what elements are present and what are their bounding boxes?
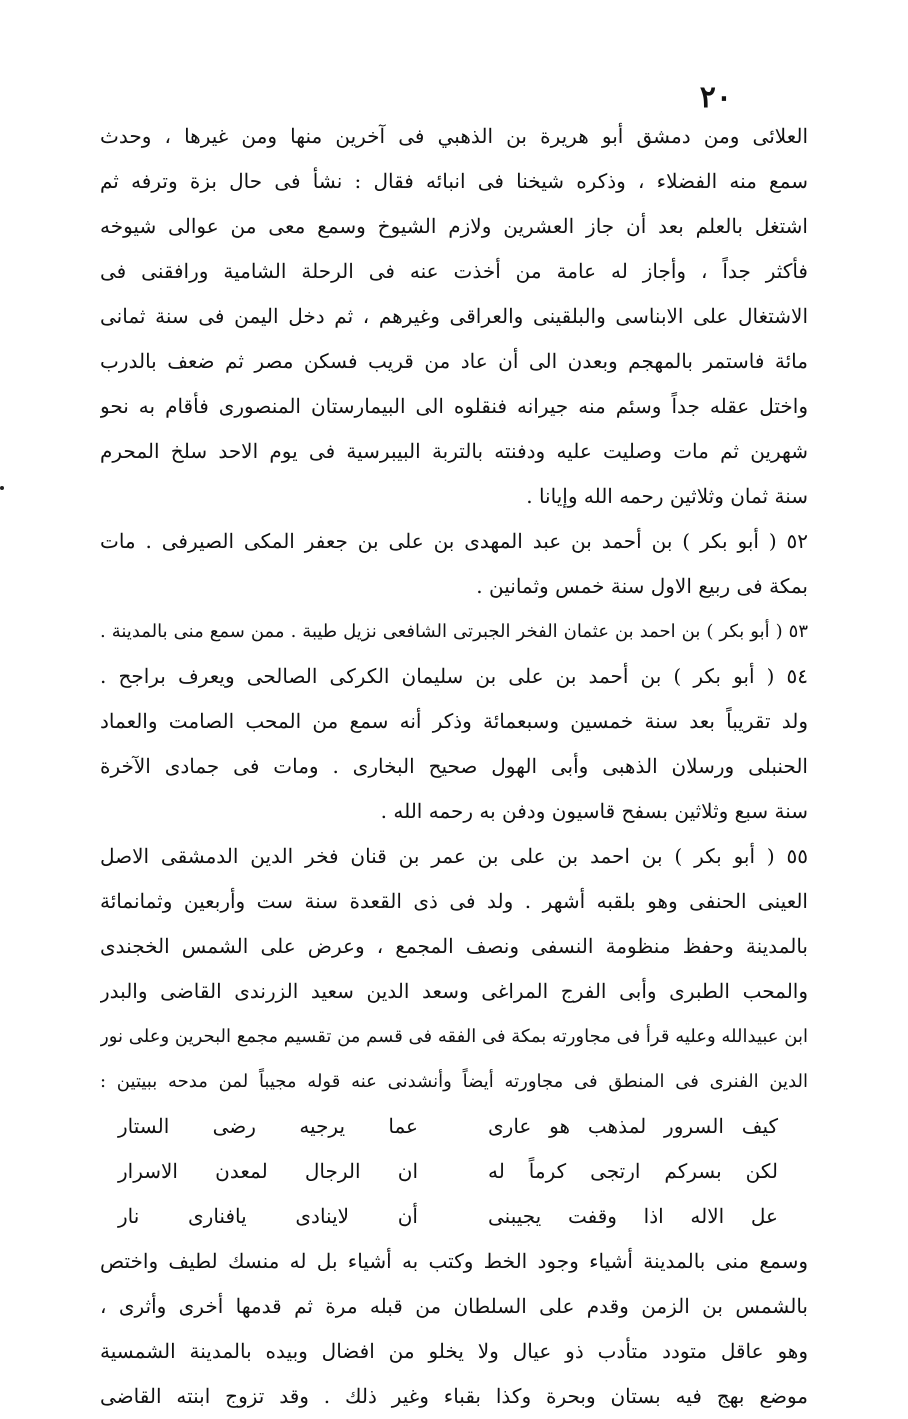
verse-first-hemistich: لكن بسركم ارتجى كرماً له: [488, 1159, 778, 1183]
text-line: بمكة فى ربيع الاول سنة خمس وثمانين .: [476, 574, 808, 598]
verse-second-hemistich: أن لاينادى يافنارى نار: [118, 1204, 418, 1228]
text-line: الحنبلى ورسلان الذهبى وأبى الهول صحيح البخارى . ومات فى جمادى الآخرة: [100, 754, 808, 778]
text-line: سمع منه الفضلاء ، وذكره شيخنا فى انبائه فقال : نشأ فى حال بزة وترفه ثم: [100, 169, 808, 193]
entry-53-heading: ٥٣ ( أبو بكر ) بن احمد بن عثمان الفخر الجبرتى الشافعى نزيل طيبة . ممن سمع منى بالمدينة .: [100, 621, 808, 642]
text-line: ابن عبيدالله وعليه قرأ فى مجاورته بمكة فى الفقه فى قسم من تقسيم مجمع البحرين وعلى نور: [100, 1026, 808, 1047]
text-line: واختل عقله جداً وسئم منه جيرانه فنقلوه الى البيمارستان المنصورى فأقام به نحو: [100, 394, 808, 418]
text-line: ولد تقريباً بعد سنة خمسين وسبعمائة وذكر أنه سمع من المحب الصامت والعماد: [100, 709, 808, 733]
poem-verse: [100, 1149, 808, 1194]
text-line: موضع بهج فيه بستان وبحرة وكذا بقباء وغير ذلك . وقد تزوج ابنته القاضى: [100, 1384, 808, 1408]
text-line: وهو عاقل متودد متأدب ذو عيال ولا يخلو من افضال وبيده بالمدينة الشمسية: [100, 1339, 808, 1363]
entry-54-heading: ٥٤ ( أبو بكر ) بن أحمد بن على بن سليمان الكركى الصالحى ويعرف براجح .: [100, 664, 808, 688]
text-line: مائة فاستمر بالمهجم وبعدن الى أن عاد من قريب فسكن مصر ثم ضعف بالدرب: [100, 349, 808, 373]
text-line: العلائى ومن دمشق أبو هريرة بن الذهبي فى آخرين منها ومن غيرها ، وحدث: [100, 124, 808, 148]
text-line: العينى الحنفى وهو بلقبه أشهر . ولد فى ذى القعدة سنة ست وأربعين وثمانمائة: [100, 889, 808, 913]
text-line: الدين الفنرى فى المنطق فى مجاورته أيضاً وأنشدنى عنه قوله مجيباً لمن مدحه ببيتين :: [100, 1071, 808, 1092]
text-line: شهرين ثم مات وصليت عليه ودفنته بالتربة البيبرسية فى يوم الاحد سلخ المحرم: [100, 439, 808, 463]
text-line: فأكثر جداً ، وأجاز له عامة من أخذت عنه فى الرحلة الشامية ورافقنى فى: [100, 259, 808, 283]
text-line: اشتغل بالعلم بعد أن جاز العشرين ولازم الشيوخ وسمع معى من عوالى شيوخه: [100, 214, 808, 238]
text-line: بالمدينة وحفظ منظومة النسفى ونصف المجمع ، وعرض على الشمس الخجندى: [100, 934, 808, 958]
page-body-text: [100, 114, 808, 1419]
entry-55-heading: ٥٥ ( أبو بكر ) بن احمد بن على بن عمر بن قنان فخر الدين الدمشقى الاصل: [100, 844, 808, 868]
text-line: الاشتغال على الابناسى والبلقينى والعراقى وغيرهم ، ثم دخل اليمن فى سنة ثمانى: [100, 304, 808, 328]
poem-verse: [100, 1194, 808, 1239]
page-number: ٢٠: [699, 80, 732, 115]
verse-second-hemistich: عما يرجيه رضى الستار: [118, 1114, 418, 1138]
entry-52-heading: ٥٢ ( أبو بكر ) بن أحمد بن عبد المهدى بن على بن جعفر المكى الصيرفى . مات: [100, 529, 808, 553]
margin-speck: [0, 486, 4, 490]
text-line: سنة سبع وثلاثين بسفح قاسيون ودفن به رحمه الله .: [380, 799, 808, 823]
verse-first-hemistich: كيف السرور لمذهب هو عارى: [488, 1114, 778, 1138]
text-line: وسمع منى بالمدينة أشياء وجود الخط وكتب به أشياء بل له منسك لطيف واختص: [100, 1249, 808, 1273]
verse-first-hemistich: عل الاله اذا وقفت يجيبنى: [488, 1204, 778, 1228]
text-line: سنة ثمان وثلاثين رحمه الله وإيانا .: [526, 484, 808, 508]
verse-second-hemistich: ان الرجال لمعدن الاسرار: [118, 1159, 418, 1183]
text-line: والمحب الطبرى وأبى الفرج المراغى وسعد الدين سعيد الزرندى القاضى والبدر: [100, 979, 808, 1003]
text-line: بالشمس بن الزمن وقدم على السلطان من قبله مرة ثم قدمها أخرى وأثرى ،: [100, 1294, 808, 1318]
poem-verse: [100, 1104, 808, 1149]
